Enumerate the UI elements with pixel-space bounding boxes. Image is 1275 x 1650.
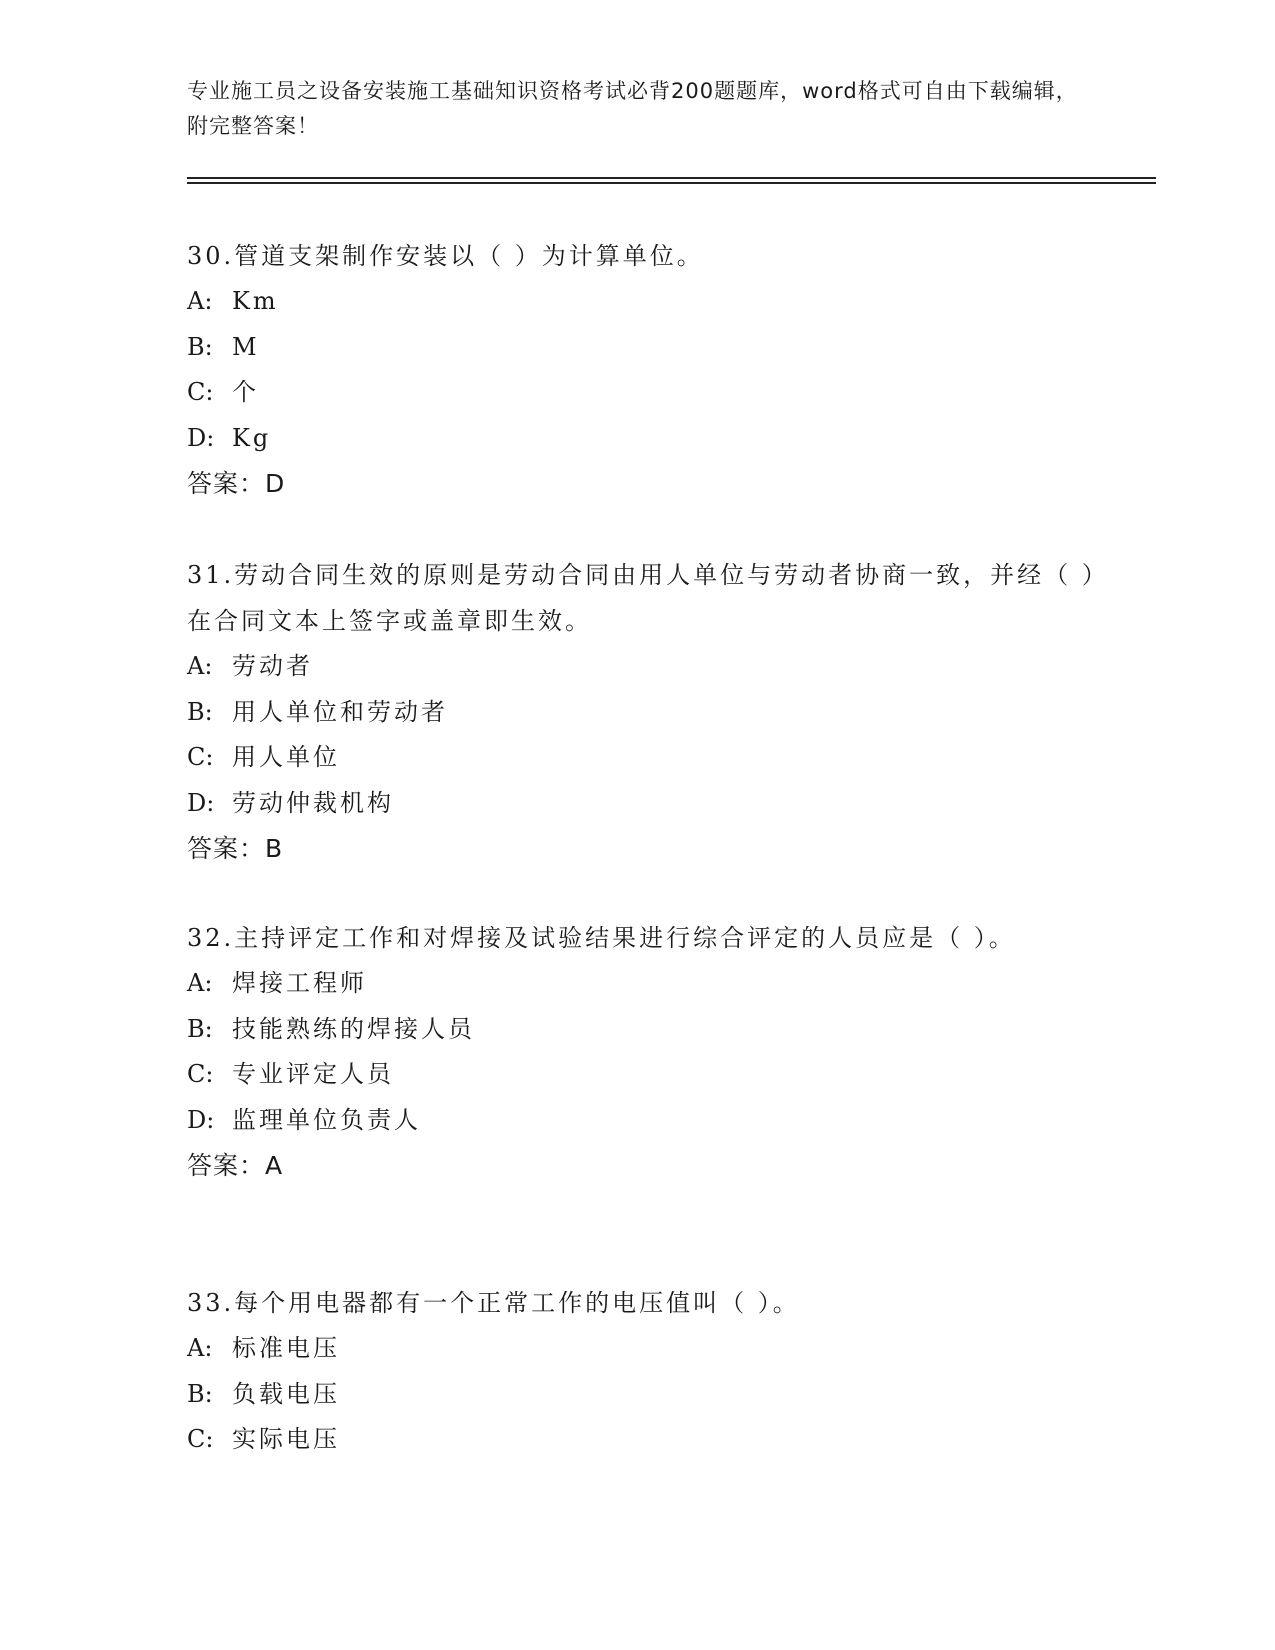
question-33 — [187, 1280, 1107, 1463]
answer-line: 答案：A — [187, 1151, 284, 1180]
option-a — [187, 1326, 1107, 1372]
option-d — [187, 416, 1107, 462]
option-key: A: — [187, 287, 213, 315]
option-a — [187, 279, 1107, 325]
option-text: 劳动仲裁机构 — [232, 788, 394, 817]
option-key: D: — [187, 423, 215, 452]
question-stem: 32.主持评定工作和对焊接及试验结果进行综合评定的人员应是（ ）。 — [187, 924, 1016, 952]
question-stem: 31.劳动合同生效的原则是劳动合同由用人单位与劳动者协商一致，并经（ ）在合同文本上签字或盖章即生效。 — [187, 561, 1097, 635]
option-c — [187, 735, 1107, 781]
answer-line: 答案：B — [187, 834, 284, 863]
option-b — [187, 1007, 1107, 1053]
question-stem: 33.每个用电器都有一个正常工作的电压值叫（ ）。 — [187, 1289, 800, 1317]
option-text: 技能熟练的焊接人员 — [232, 1014, 475, 1043]
option-key: B: — [187, 697, 213, 726]
option-b — [187, 325, 1107, 371]
option-key: B: — [187, 332, 213, 361]
option-a — [187, 644, 1107, 690]
option-text: 用人单位和劳动者 — [232, 697, 448, 726]
option-c — [187, 370, 1107, 416]
option-key: A: — [187, 652, 213, 680]
option-c — [187, 1052, 1107, 1098]
option-text: 专业评定人员 — [232, 1060, 394, 1088]
question-stem: 30.管道支架制作安装以（ ）为计算单位。 — [187, 242, 704, 270]
option-text: Km — [232, 287, 279, 315]
option-key: C: — [187, 743, 214, 771]
option-key: D: — [187, 1105, 215, 1134]
option-text: M — [232, 332, 260, 361]
option-key: C: — [187, 1425, 214, 1453]
option-text: 负载电压 — [232, 1379, 340, 1408]
option-text: 监理单位负责人 — [232, 1105, 421, 1134]
header-divider-bottom — [187, 182, 1156, 184]
option-key: B: — [187, 1379, 213, 1408]
option-b — [187, 690, 1107, 736]
option-c — [187, 1417, 1107, 1463]
question-30 — [187, 233, 1107, 506]
option-text: 劳动者 — [232, 652, 313, 680]
option-key: C: — [187, 1060, 214, 1088]
document-header: 专业施工员之设备安装施工基础知识资格考试必背200题题库，word格式可自由下载编辑，附完整答案！ — [187, 79, 1078, 138]
answer-line: 答案：D — [187, 469, 286, 498]
option-text: 个 — [232, 378, 259, 406]
option-key: C: — [187, 378, 214, 406]
header-divider-top — [187, 177, 1156, 179]
option-text: Kg — [232, 423, 272, 452]
option-b — [187, 1372, 1107, 1418]
option-d — [187, 1098, 1107, 1144]
option-key: B: — [187, 1014, 213, 1043]
option-text: 标准电压 — [232, 1334, 340, 1362]
option-text: 实际电压 — [232, 1425, 340, 1453]
question-32 — [187, 915, 1107, 1188]
option-key: D: — [187, 788, 215, 817]
question-31 — [187, 552, 1107, 871]
option-a — [187, 961, 1107, 1007]
option-text: 焊接工程师 — [232, 969, 367, 997]
option-d — [187, 781, 1107, 827]
option-key: A: — [187, 1334, 213, 1362]
option-text: 用人单位 — [232, 743, 340, 771]
option-key: A: — [187, 969, 213, 997]
